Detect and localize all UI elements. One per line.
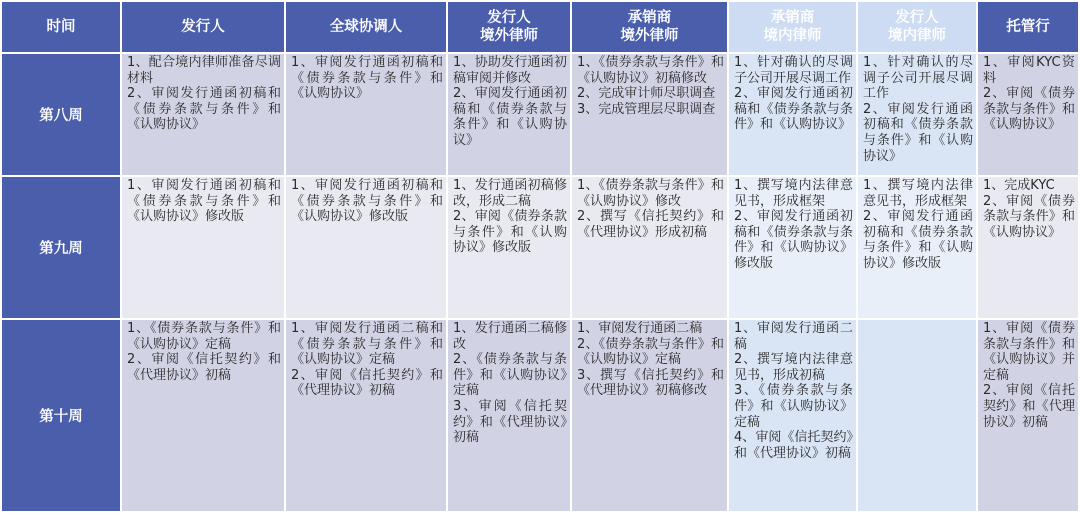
table-cell: 1、审阅KYC资料 2、审阅《债券条款与条件》和《认购协议》 xyxy=(978,54,1078,175)
table-cell: 1、《债券条款与条件》和《认购协议》定稿 2、审阅《信托契约》和《代理协议》初稿 xyxy=(122,320,284,511)
header-issuer: 发行人 xyxy=(122,2,284,52)
header-underwriter-onshore-counsel: 承销商 境内律师 xyxy=(729,2,856,52)
week-label: 第十周 xyxy=(2,320,120,511)
table-cell: 1、针对确认的尽调子公司开展尽调工作 2、审阅发行通函初稿和《债券条款与条件》和《认购协议》 xyxy=(858,54,976,175)
table-cell: 1、完成KYC 2、审阅《债券条款与条件》和《认购协议》 xyxy=(978,177,1078,318)
table-cell xyxy=(858,320,976,511)
header-time: 时间 xyxy=(2,2,120,52)
table-cell: 1、针对确认的尽调子公司开展尽调工作 2、审阅发行通函初稿和《债券条款与条件》和《认购协议》 xyxy=(729,54,856,175)
table-row xyxy=(2,320,1078,511)
table-cell: 1、审阅发行通函初稿和《债券条款与条件》和《认购协议》修改版 xyxy=(286,177,446,318)
table-cell: 1、审阅《债券条款与条件》和《认购协议》并定稿 2、审阅《信托契约》和《代理协议》初稿 xyxy=(978,320,1078,511)
table-cell: 1、配合境内律师准备尽调材料 2、审阅发行通函初稿和《债券条款与条件》和《认购协议》 xyxy=(122,54,284,175)
table-cell: 1、撰写境内法律意见书，形成框架 2、审阅发行通函初稿和《债券条款与条件》和《认购协议》修改版 xyxy=(729,177,856,318)
header-issuer-offshore-counsel: 发行人 境外律师 xyxy=(448,2,570,52)
table-row xyxy=(2,54,1078,175)
table-cell: 1、审阅发行通函二稿 2、撰写境内法律意见书，形成初稿 3、《债券条款与条件》和《认购协议》定稿 4、审阅《信托契约》和《代理协议》初稿 xyxy=(729,320,856,511)
table-cell: 1、《债券条款与条件》和《认购协议》初稿修改 2、完成审计师尽职调查 3、完成管理层尽职调查 xyxy=(572,54,727,175)
table-cell: 1、审阅发行通函二稿和《债券条款与条件》和《认购协议》定稿 2、审阅《信托契约》和《代理协议》初稿 xyxy=(286,320,446,511)
table-row xyxy=(2,177,1078,318)
table-cell: 1、撰写境内法律意见书，形成框架 2、审阅发行通函初稿和《债券条款与条件》和《认购协议》修改版 xyxy=(858,177,976,318)
week-label: 第九周 xyxy=(2,177,120,318)
table-cell: 1、审阅发行通函二稿 2、《债券条款与条件》和《认购协议》定稿 3、撰写《信托契约》和《代理协议》初稿修改 xyxy=(572,320,727,511)
table-cell: 1、发行通函初稿修改，形成二稿 2、审阅《债券条款与条件》和《认购协议》修改版 xyxy=(448,177,570,318)
table-cell: 1、《债券条款与条件》和《认购协议》修改 2、撰写《信托契约》和《代理协议》形成初稿 xyxy=(572,177,727,318)
table-cell: 1、审阅发行通函初稿和《债券条款与条件》和《认购协议》 xyxy=(286,54,446,175)
table-cell: 1、协助发行通函初稿审阅并修改 2、审阅发行通函初稿和《债券条款与条件》和《认购协议》 xyxy=(448,54,570,175)
table-cell: 1、审阅发行通函初稿和《债券条款与条件》和《认购协议》修改版 xyxy=(122,177,284,318)
week-label: 第八周 xyxy=(2,54,120,175)
header-global-coordinator: 全球协调人 xyxy=(286,2,446,52)
header-custodian: 托管行 xyxy=(978,2,1078,52)
header-issuer-onshore-counsel: 发行人 境内律师 xyxy=(858,2,976,52)
header-underwriter-offshore-counsel: 承销商 境外律师 xyxy=(572,2,727,52)
header-row xyxy=(2,2,1078,52)
table-cell: 1、发行通函二稿修改 2、《债券条款与条件》和《认购协议》定稿 3、审阅《信托契约》和《代理协议》初稿 xyxy=(448,320,570,511)
